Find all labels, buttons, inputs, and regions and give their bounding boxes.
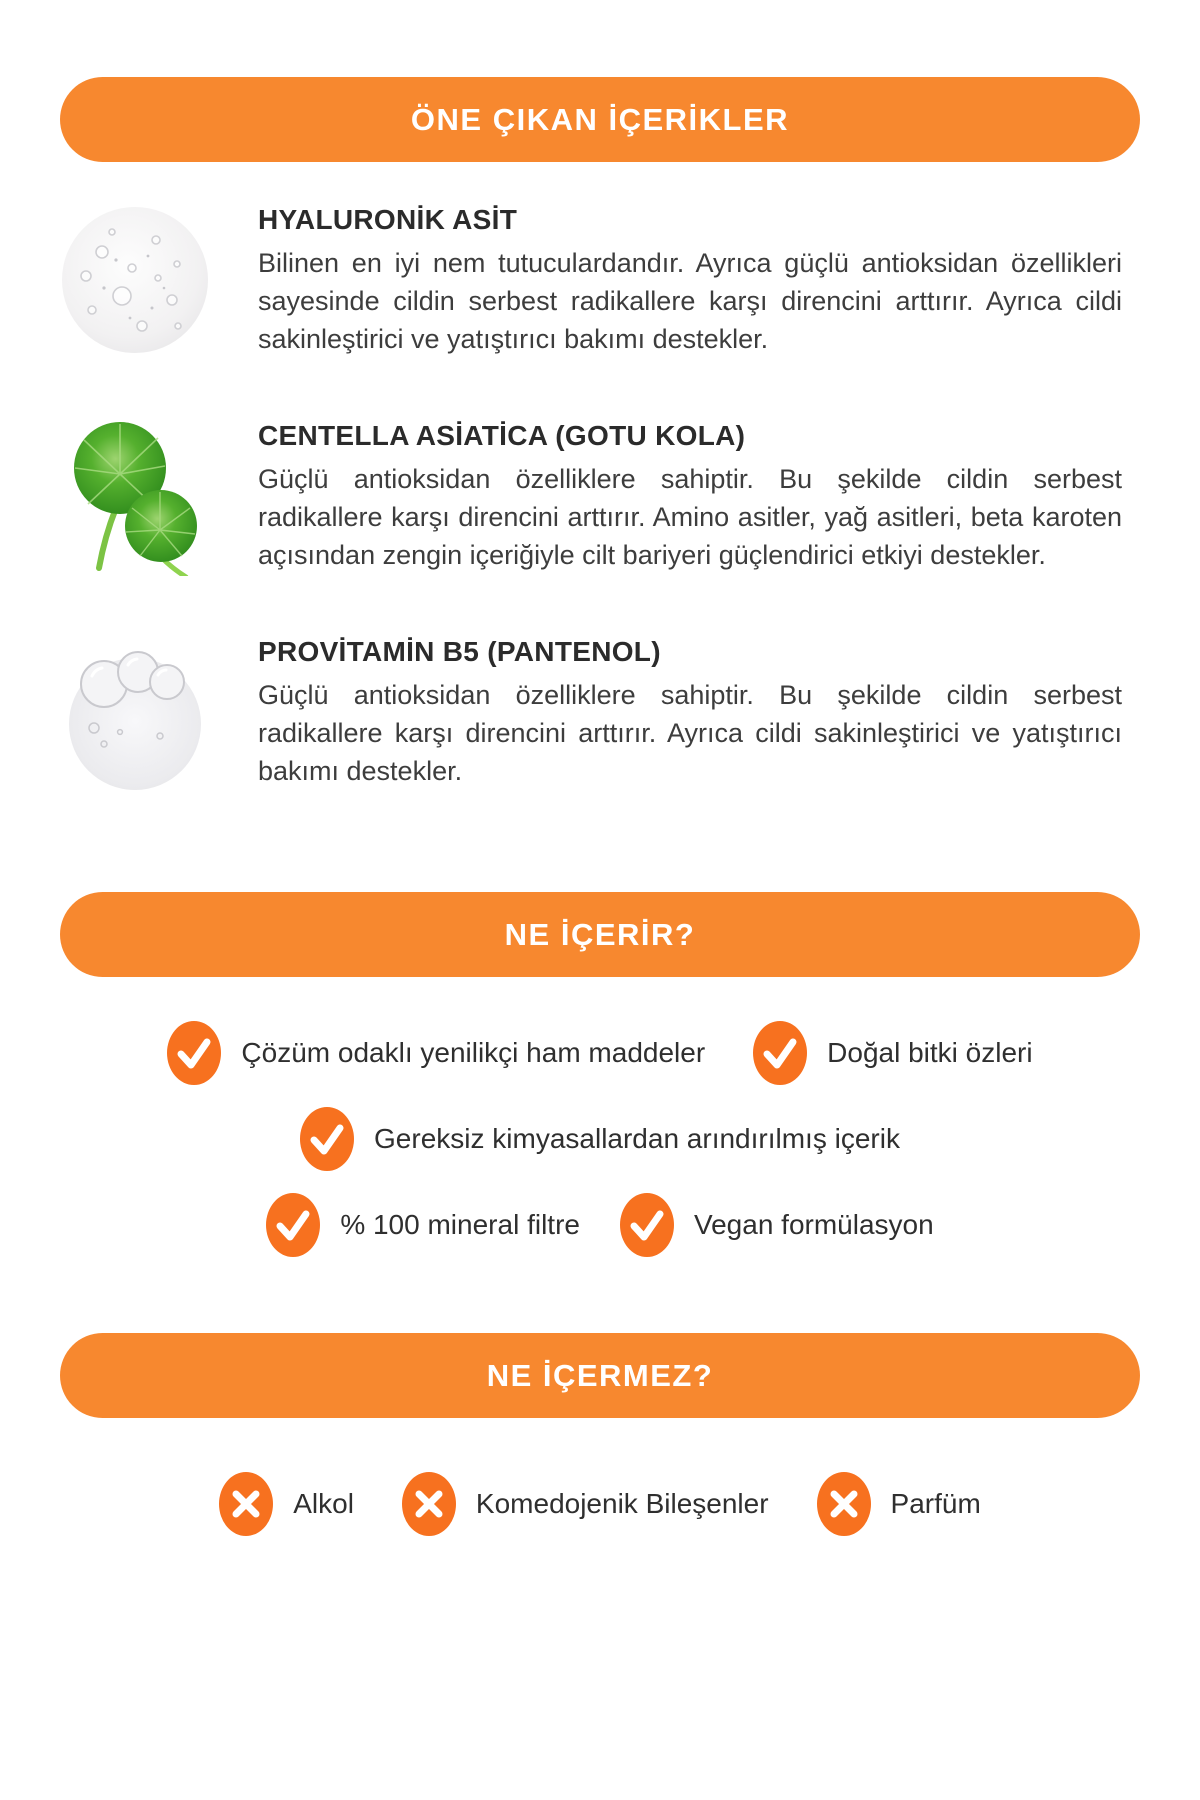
contains-row [60, 1193, 1140, 1257]
check-icon [620, 1193, 674, 1257]
list-item [300, 1107, 900, 1171]
check-icon [753, 1021, 807, 1085]
excludes-item-label: Alkol [293, 1488, 354, 1519]
ingredient-description: Güçlü antioksidan özelliklere sahiptir. Bu şekilde cildin serbest radikallere karşı direncini arttırır. Amino asitler, yağ asitleri, beta karoten açısından zengin içeriğiyle cilt bariyeri güçlendirici etkiyi destekler. [258, 464, 1122, 570]
ingredient-description: Güçlü antioksidan özelliklere sahiptir. Bu şekilde cildin serbest radikallere karşı direncini arttırır. Ayrıca cildi sakinleştirici ve yatıştırıcı bakımı destekler. [258, 680, 1122, 786]
contains-banner-label: NE İÇERİR? [504, 916, 696, 952]
panthenol-image [60, 632, 210, 792]
excludes-row [60, 1472, 1140, 1536]
hyaluronic-acid-image [60, 200, 210, 360]
excludes-item-label: Komedojenik Bileşenler [475, 1488, 769, 1519]
ingredient-text [258, 632, 1122, 792]
list-item [60, 200, 1140, 360]
contains-item-label: Vegan formülasyon [693, 1209, 934, 1240]
excludes-list [60, 1472, 1140, 1536]
check-icon [266, 1193, 320, 1257]
list-item [167, 1021, 705, 1085]
contains-row [60, 1021, 1140, 1085]
ingredient-text [258, 200, 1122, 360]
ingredient-description: Bilinen en iyi nem tutuculardandır. Ayrıca güçlü antioksidan özellikleri sayesinde cildin serbest radikallere karşı direncini arttırır. Ayrıca cildi sakinleştirici ve yatıştırıcı bakımı destekler. [258, 248, 1122, 354]
x-icon [817, 1472, 871, 1536]
list-item [60, 416, 1140, 576]
contains-item-label: Çözüm odaklı yenilikçi ham maddeler [241, 1037, 706, 1068]
contains-row [60, 1107, 1140, 1171]
centella-asiatica-image [60, 416, 210, 576]
contains-item-label: % 100 mineral filtre [340, 1209, 580, 1240]
excludes-banner-label: NE İÇERMEZ? [486, 1357, 714, 1393]
list-item [60, 632, 1140, 792]
list-item [266, 1193, 580, 1257]
contains-banner [60, 892, 1140, 977]
list-item [402, 1472, 769, 1536]
list-item [753, 1021, 1032, 1085]
highlights-banner-label: ÖNE ÇIKAN İÇERİKLER [410, 101, 790, 137]
highlights-banner [60, 77, 1140, 162]
ingredient-title: CENTELLA ASİATİCA (GOTU KOLA) [258, 420, 746, 451]
check-icon [167, 1021, 221, 1085]
ingredient-title: HYALURONİK ASİT [258, 204, 518, 235]
x-icon [402, 1472, 456, 1536]
list-item [620, 1193, 934, 1257]
x-icon [219, 1472, 273, 1536]
contains-list [60, 1021, 1140, 1257]
list-item [817, 1472, 981, 1536]
contains-item-label: Gereksiz kimyasallardan arındırılmış içerik [374, 1123, 900, 1154]
contains-item-label: Doğal bitki özleri [827, 1037, 1033, 1068]
ingredient-text [258, 416, 1122, 576]
excludes-item-label: Parfüm [890, 1488, 981, 1519]
list-item [219, 1472, 354, 1536]
excludes-banner [60, 1333, 1140, 1418]
ingredient-list [60, 200, 1140, 792]
ingredient-title: PROVİTAMİN B5 (PANTENOL) [258, 636, 661, 667]
check-icon [300, 1107, 354, 1171]
